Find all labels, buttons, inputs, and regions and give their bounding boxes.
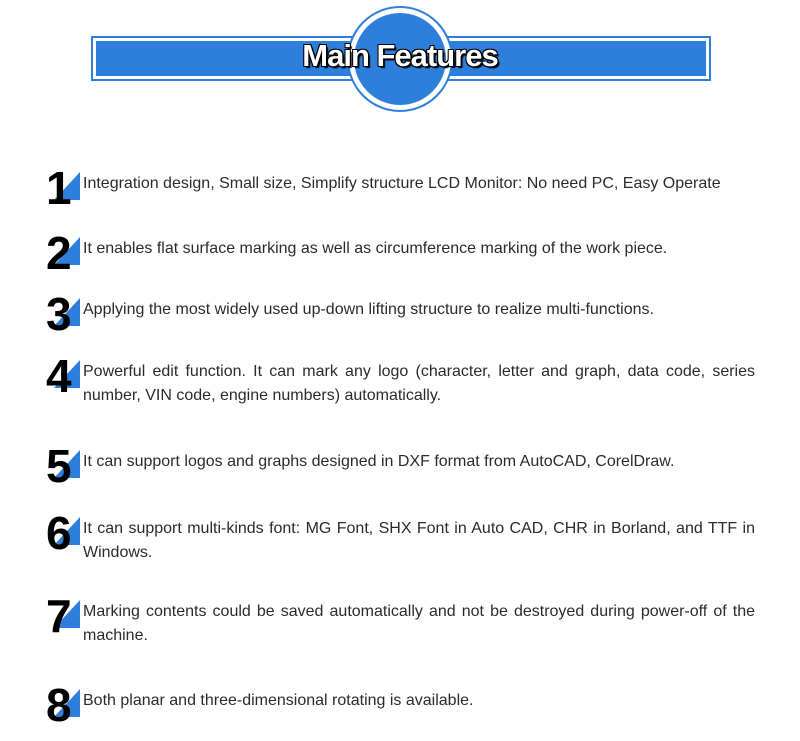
feature-number: 2 bbox=[46, 227, 72, 279]
number-badge-icon bbox=[44, 350, 84, 412]
feature-number: 5 bbox=[46, 440, 72, 492]
feature-text: It can support multi-kinds font: MG Font, SHX Font in Auto CAD, CHR in Borland, and TTF in Windows. bbox=[83, 520, 755, 561]
number-badge-icon bbox=[44, 227, 84, 289]
feature-text: Integration design, Small size, Simplify structure LCD Monitor: No need PC, Easy Operate bbox=[83, 175, 721, 192]
number-badge-icon bbox=[44, 679, 84, 741]
feature-text: Marking contents could be saved automatically and not be destroyed during power-off of the machine. bbox=[83, 603, 755, 644]
feature-number: 4 bbox=[46, 350, 72, 402]
number-badge-icon bbox=[44, 162, 84, 224]
feature-number: 8 bbox=[46, 679, 72, 731]
number-badge-icon bbox=[44, 590, 84, 652]
feature-number: 6 bbox=[46, 507, 72, 559]
number-badge-icon bbox=[44, 507, 84, 569]
feature-text: It can support logos and graphs designed in DXF format from AutoCAD, CorelDraw. bbox=[83, 453, 675, 470]
number-badge-icon bbox=[44, 288, 84, 350]
feature-number: 7 bbox=[46, 590, 72, 642]
number-badge-icon bbox=[44, 440, 84, 502]
feature-text: Applying the most widely used up-down lifting structure to realize multi-functions. bbox=[83, 301, 654, 318]
feature-text: Powerful edit function. It can mark any logo (character, letter and graph, data code, series number, VIN code, engine numbers) automatically. bbox=[83, 363, 755, 404]
feature-text: Both planar and three-dimensional rotating is available. bbox=[83, 692, 474, 709]
page-title: Main Features bbox=[302, 38, 498, 73]
header-banner bbox=[0, 0, 800, 120]
feature-text: It enables flat surface marking as well as circumference marking of the work piece. bbox=[83, 240, 668, 257]
feature-number: 3 bbox=[46, 288, 72, 340]
feature-number: 1 bbox=[46, 162, 72, 214]
